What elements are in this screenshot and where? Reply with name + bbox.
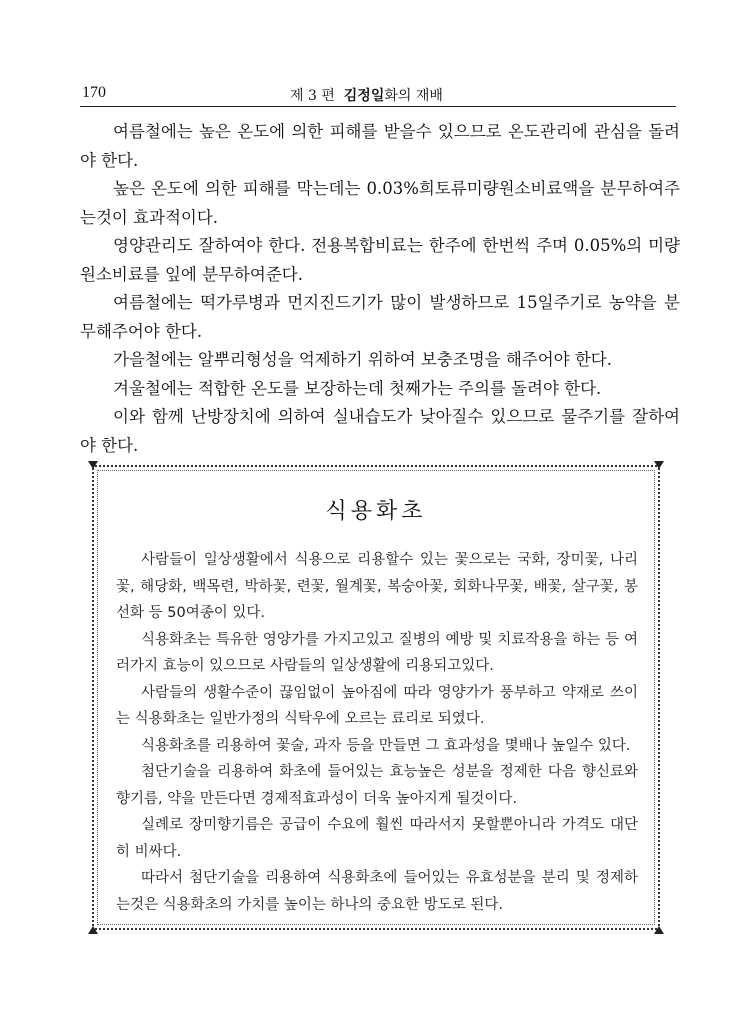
box-paragraph: 첨단기술을 리용하여 화초에 들어있는 효능높은 성분을 정제한 다음 향신료와 향기름, 약을 만든다면 경제적효과성이 더욱 높아지게 될것이다. [116,764,638,807]
corner-ornament [88,926,98,934]
page-number: 170 [82,84,106,101]
paragraph: 이와 함께 난방장치에 의하여 실내습도가 낮아질수 있으므로 물주기를 잘하여야 한다. [80,407,680,455]
paragraph: 가을철에는 알뿌리형성을 억제하기 위하여 보충조명을 해주어야 한다. [113,350,612,369]
main-text [80,118,680,460]
running-title [290,85,443,105]
sidebar-box [92,465,660,930]
corner-ornament [654,461,664,469]
paragraph: 높은 온도에 의한 피해를 막는데는 0.03%희토류미량원소비료액을 분무하여주는것이 효과적이다. [80,179,680,227]
paragraph: 여름철에는 떡가루병과 먼지진드기가 많이 발생하므로 15일주기로 농약을 분무해주어야 한다. [80,293,680,341]
paragraph: 겨울철에는 적합한 온도를 보장하는데 첫째가는 주의를 돌려야 한다. [113,378,602,398]
corner-ornament [654,926,664,934]
running-title-bold: 김정일 [343,88,385,104]
chapter-label: 제 3 편 [290,88,335,104]
box-paragraph: 따라서 첨단기술을 리용하여 식용화초에 들어있는 유효성분을 분리 및 정제하는것은 식용화초의 가치를 높이는 하나의 중요한 방도로 된다. [116,870,638,913]
paragraph: 여름철에는 높은 온도에 의한 피해를 받을수 있으므로 온도관리에 관심을 돌려야 한다. [80,122,680,170]
paragraph: 영양관리도 잘하여야 한다. 전용복합비료는 한주에 한번씩 주며 0.05%의 미량원소비료를 잎에 분무하여준다. [80,236,680,284]
box-paragraph: 식용화초는 특유한 영양가를 가지고있고 질병의 예방 및 치료작용을 하는 등 여러가지 효능이 있으므로 사람들의 일상생활에 리용되고있다. [116,631,638,674]
running-header [80,82,676,107]
box-title: 식용화초 [325,499,427,524]
corner-ornament [88,461,98,469]
box-paragraph: 사람들의 생활수준이 끊임없이 높아짐에 따라 영양가가 풍부하고 약재로 쓰이는 식용화초는 일반가정의 식탁우에 오르는 료리로 되였다. [116,684,638,727]
box-paragraph: 사람들이 일상생활에서 식용으로 리용할수 있는 꽃으로는 국화, 장미꽃, 나리꽃, 해당화, 백목련, 박하꽃, 련꽃, 월계꽃, 복숭아꽃, 회화나무꽃, 배꽃, 살구꽃, 봉선화 등 50여종이 있다. [116,552,638,621]
running-title-rest: 화의 재배 [384,88,443,104]
box-paragraph: 식용화초를 리용하여 꽃술, 과자 등을 만들면 그 효과성을 몇배나 높일수 있다. [141,737,631,754]
box-paragraph: 실례로 장미향기름은 공급이 수요에 훨씬 따라서지 못할뿐아니라 가격도 대단히 비싸다. [116,817,638,860]
box-body [116,547,638,918]
